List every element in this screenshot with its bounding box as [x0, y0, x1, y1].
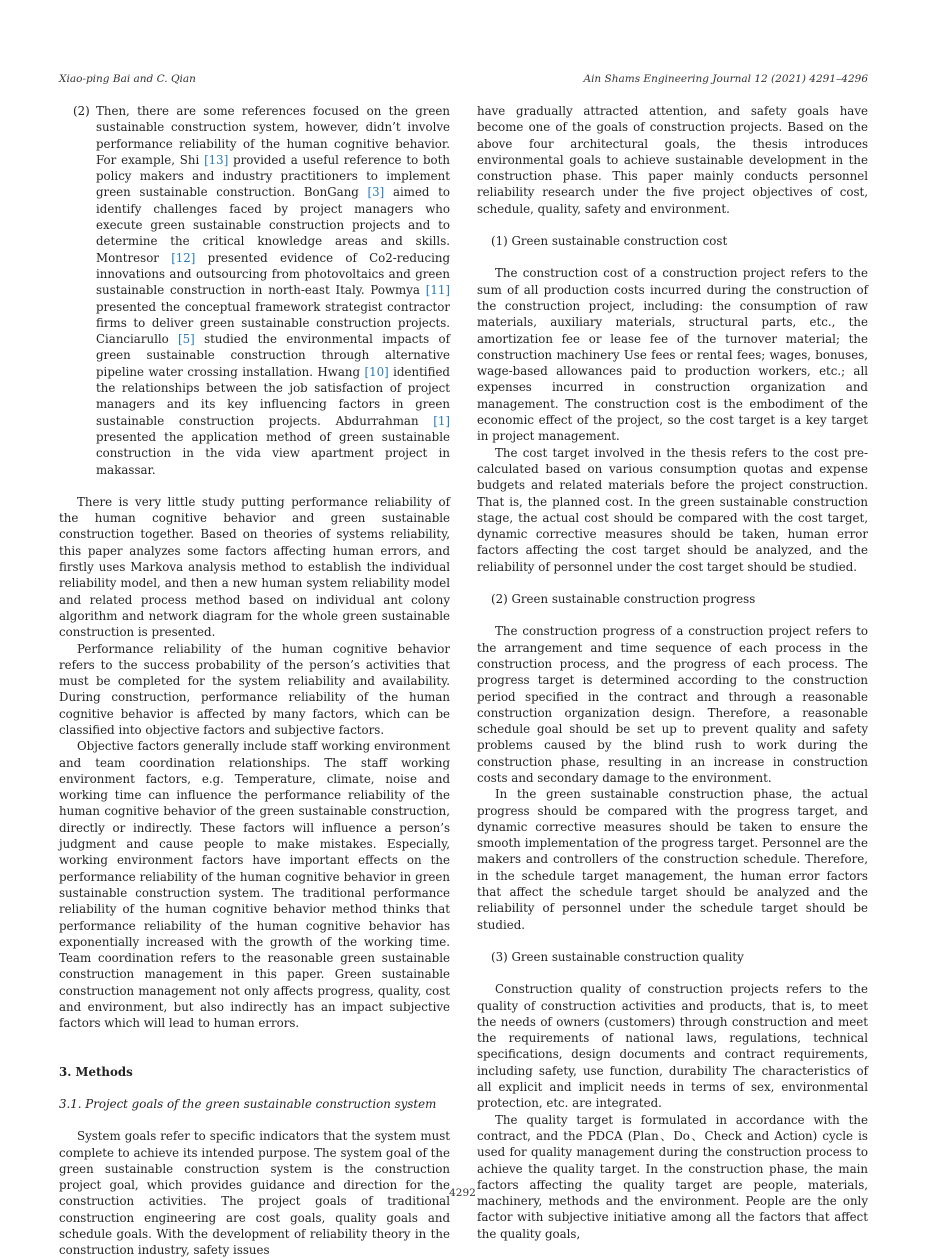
paragraph: In the green sustainable construction phase, the actual progress should be compared with the progress target, and dynamic corrective measures should be taken to ensure the smooth implementation of the progress target. Personnel are the makers and controllers of the construction schedule. Therefore, in the schedule target management, the human error factors that affect the schedule target should be analyzed and the reliability of personnel under the schedule target should be studied. — [477, 787, 868, 932]
right-column — [477, 103, 868, 1242]
citation-link[interactable]: [3] — [367, 185, 385, 200]
paragraph: The construction cost of a construction project refers to the sum of all production costs incurred during the construction of the construction project, including: the consumption of raw materials, auxiliary materials, structural parts, etc., the amortization fee or lease fee of the turnover material; the construction machinery Use fees or rental fees; wages, bonuses, wage-based allowances paid to production workers, etc.; all expenses incurred in construction organization and management. The construction cost is the embodiment of the economic effect of the project, so the cost target is a key target in project management. — [477, 266, 868, 444]
citation-link[interactable]: [1] — [433, 413, 450, 428]
paragraph: Construction quality of construction projects refers to the quality of construction activities and products, that is, to meet the needs of owners (customers) through construction and meet the requirements of national laws, regulations, technical specifications, design documents and contract requirements, including safety, use function, durability The characteristics of all explicit and implicit needs in terms of sex, environmental protection, etc. are integrated. — [477, 982, 868, 1111]
list-item-2: (2) Then, there are some references focused on the green sustainable construction system, however, didn’t involve performance reliability of the human cognitive behavior. For example, Shi [13] provided a useful reference to both policy makers and industry practitioners to implement green sustainable construction. BonGang [3] aimed to identify challenges faced by project managers who execute green sustainable construction projects and to determine the critical knowledge areas and skills. Montresor [12] presented evidence of Co2-reducing innovations and outsourcing from photovoltaics and green sustainable construction in north-east Italy. Powmya [11] presented the conceptual framework strategist contractor firms to deliver green sustainable construction projects. Cianciarullo [5] studied the environmental impacts of green sustainable construction through alternative pipeline water crossing installation. Hwang [10] identified the relationships between the job satisfaction of project managers and its key influencing factors in green sustainable construction projects. Abdurrahman [1] presented the application method of green sustainable construction in the vida view apartment project in makassar. — [73, 104, 450, 477]
citation-link[interactable]: [12] — [171, 250, 196, 265]
page-number: 4292 — [449, 1187, 476, 1199]
citation-link[interactable]: [10] — [364, 364, 389, 379]
subsection-heading: 3.1. Project goals of the green sustainable construction system — [59, 1096, 437, 1111]
paragraph: System goals refer to specific indicators that the system must complete to achieve its intended purpose. The system goal of the green sustainable construction system is the construction project goal, which provides guidance and direction for the construction activities. The project goals of traditional construction engineering are cost goals, quality goals and schedule goals. With the development of reliability theory in the construction industry, safety issues — [59, 1129, 450, 1258]
section-heading: 3. Methods — [59, 1064, 133, 1079]
paragraph: Objective factors generally include staff working environment and team coordination relationships. The staff working environment factors, e.g. Temperature, climate, noise and working time can influence the performance reliability of the human cognitive behavior of the green sustainable construction, directly or indirectly. These factors will influence a person’s judgment and cause people to make mistakes. Especially, working environment factors have important effects on the performance reliability of the human cognitive behavior in green sustainable construction system. The traditional performance reliability of the human cognitive behavior method thinks that performance reliability of the human cognitive behavior has exponentially increased with the growth of the working time. Team coordination refers to the reasonable green sustainable construction management in this paper. Green sustainable construction management not only affects progress, quality, cost and environment, but also indirectly has an impact subjective factors which will lead to human errors. — [59, 739, 450, 1031]
paragraph: The cost target involved in the thesis refers to the cost pre-calculated based on various consumption quotas and expense budgets and related materials before the project construction. That is, the planned cost. In the green sustainable construction stage, the actual cost should be compared with the cost target, dynamic corrective measures should be taken, human error factors affecting the cost target should be analyzed, and the reliability of personnel under the cost target should be studied. — [477, 445, 868, 574]
paragraph: The quality target is formulated in accordance with the contract, and the PDCA (Plan、Do、Check and Action) cycle is used for quality management during the construction process to achieve the quality target. In the construction phase, the main factors affecting the quality target are people, materials, machinery, methods and the environment. People are the only factor with subjective initiative among all the factors that affect the quality goals, — [477, 1112, 868, 1241]
running-header-authors: Xiao-ping Bai and C. Qian — [59, 73, 196, 85]
citation-link[interactable]: [11] — [425, 283, 450, 298]
goal-heading-progress: (2) Green sustainable construction progress — [491, 592, 756, 607]
goal-heading-quality: (3) Green sustainable construction quality — [491, 949, 744, 964]
citation-link[interactable]: [13] — [204, 152, 229, 167]
left-column — [59, 103, 450, 1259]
goal-heading-cost: (1) Green sustainable construction cost — [491, 234, 728, 249]
paragraph: The construction progress of a construction project refers to the arrangement and time sequence of each process in the construction process, and the progress of each process. The progress target is determined according to the construction period specified in the contract and through a reasonable construction organization design. Therefore, a reasonable schedule goal should be set up to prevent quality and safety problems caused by the blind rush to work during the construction phase, resulting in an increase in construction costs and secondary damage to the environment. — [477, 624, 868, 785]
paragraph: have gradually attracted attention, and safety goals have become one of the goals of construction projects. Based on the above four architectural goals, the thesis introduces environmental goals to achieve sustainable development in the construction phase. This paper mainly conducts personnel reliability research under the five project objectives of cost, schedule, quality, safety and environment. — [477, 104, 868, 216]
citation-link[interactable]: [5] — [178, 332, 195, 347]
paragraph: Performance reliability of the human cognitive behavior refers to the success probability of the person’s activities that must be completed for the system reliability and availability. During construction, performance reliability of the human cognitive behavior is affected by many factors, which can be classified into objective factors and subjective factors. — [59, 641, 450, 737]
running-header-journal: Ain Shams Engineering Journal 12 (2021) 4291–4296 — [583, 73, 868, 85]
list-item-number: (2) — [73, 104, 90, 118]
paragraph: There is very little study putting performance reliability of the human cognitive behavior and green sustainable construction together. Based on theories of systems reliability, this paper analyzes some factors affecting human errors, and firstly uses Markova analysis method to establish the individual reliability model, and then a new human system reliability model and related process method based on individual ant colony algorithm and network diagram for the whole green sustainable construction is presented. — [59, 494, 450, 640]
